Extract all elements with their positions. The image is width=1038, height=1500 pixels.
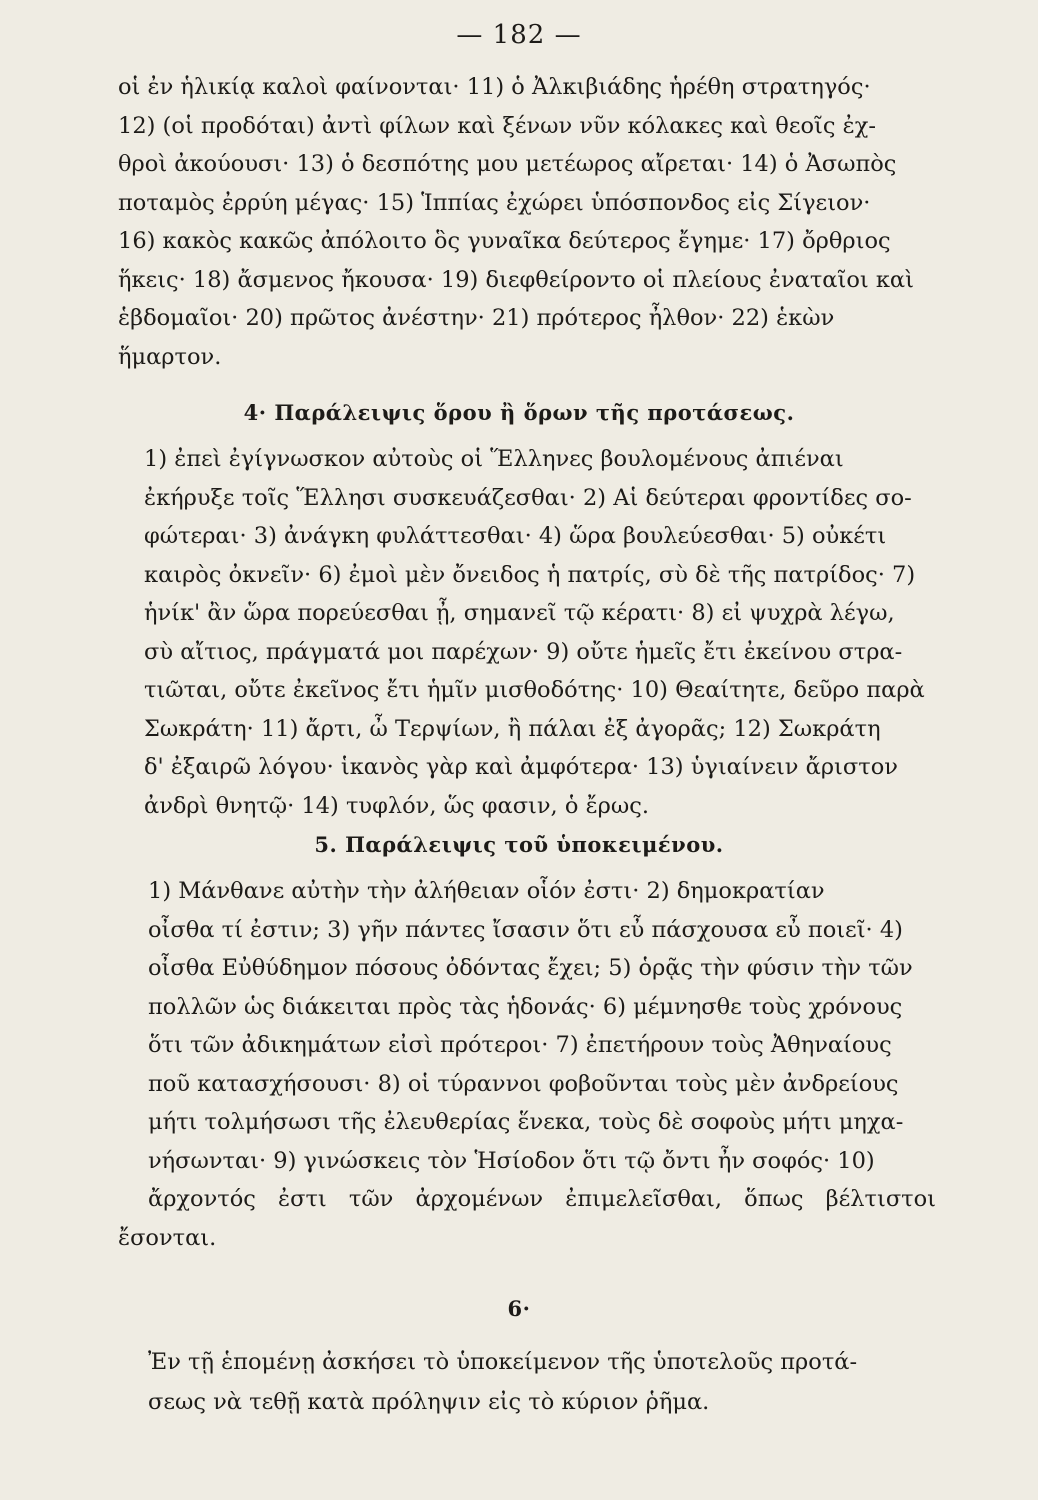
text-line: ὅτι τῶν ἀδικημάτων εἰσὶ πρότεροι· 7) ἐπετήρουν τοὺς Ἀθηναίους [148, 1032, 892, 1058]
text-line: οἱ ἐν ἡλικίᾳ καλοὶ φαίνονται· 11) ὁ Ἀλκιβιάδης ἡρέθη στρατηγός· [118, 74, 871, 100]
text-line: θροὶ ἀκούουσι· 13) ὁ δεσπότης μου μετέωρος αἴρεται· 14) ὁ Ἀσωπὸς [118, 151, 897, 177]
text-line: ἀνδρὶ θνητῷ· 14) τυφλόν, ὥς φασιν, ὁ ἔρως. [144, 792, 649, 819]
exercise-section-5 [118, 872, 936, 1257]
text-line: 16) κακὸς κακῶς ἀπόλοιτο ὃς γυναῖκα δεύτερος ἔγημε· 17) ὄρθριος [118, 228, 891, 254]
page-number: — 182 — [456, 20, 582, 50]
text-line: καιρὸς ὀκνεῖν· 6) ἐμοὶ μὲν ὄνειδος ἡ πατρίς, σὺ δὲ τῆς πατρίδος· 7) [144, 561, 916, 588]
text-line: σεως νὰ τεθῇ κατὰ πρόληψιν εἰς τὸ κύριον ῥῆμα. [148, 1389, 710, 1415]
section-heading-4: 4· Παράλειψις ὅρου ἢ ὅρων τῆς προτάσεως. [243, 400, 795, 425]
section-heading-5: 5. Παράλειψις τοῦ ὑποκειμένου. [314, 832, 724, 857]
text-line: ἐκήρυξε τοῖς Ἕλλησι συσκευάζεσθαι· 2) Αἱ δεύτεραι φροντίδες σο- [144, 484, 912, 511]
text-line: δ' ἐξαιρῶ λόγου· ἱκανὸς γὰρ καὶ ἀμφότερα· 13) ὑγιαίνειν ἄριστον [144, 754, 898, 780]
text-line: σὺ αἴτιος, πράγματά μοι παρέχων· 9) οὔτε ἡμεῖς ἔτι ἐκείνου στρα- [144, 638, 903, 665]
text-line: ἑβδομαῖοι· 20) πρῶτος ἀνέστην· 21) πρότερος ἦλθον· 22) ἑκὼν [118, 305, 835, 331]
text-line: οἶσθα Εὐθύδημον πόσους ὀδόντας ἔχει; 5) ὁρᾷς τὴν φύσιν τὴν τῶν [148, 955, 913, 981]
text-line: ἥμαρτον. [118, 343, 222, 370]
text-line: φώτεραι· 3) ἀνάγκη φυλάττεσθαι· 4) ὥρα βουλεύεσθαι· 5) οὐκέτι [144, 523, 887, 549]
text-line: οἶσθα τί ἐστιν; 3) γῆν πάντες ἴσασιν ὅτι εὖ πάσχουσα εὖ ποιεῖ· 4) [148, 916, 903, 943]
section-heading-6: 6· [507, 1296, 531, 1321]
text-line: 1) Μάνθανε αὐτὴν τὴν ἀλήθειαν οἷόν ἐστι· 2) δημοκρατίαν [148, 878, 825, 904]
text-line: ἥκεις· 18) ἄσμενος ἤκουσα· 19) διεφθείροντο οἱ πλείους ἐναταῖοι καὶ [118, 266, 914, 293]
exercise-section-6-intro [118, 1342, 936, 1422]
text-line: τιῶται, οὔτε ἐκεῖνος ἔτι ἡμῖν μισθοδότης· 10) Θεαίτητε, δεῦρο παρὰ [144, 677, 925, 703]
text-line: Σωκράτη· 11) ἄρτι, ὦ Τερψίων, ἢ πάλαι ἐξ ἀγορᾶς; 12) Σωκράτη [144, 715, 881, 742]
text-line: νήσωνται· 9) γινώσκεις τὸν Ἡσίοδον ὅτι τῷ ὄντι ἦν σοφός· 10) [148, 1147, 875, 1174]
text-line: 1) ἐπεὶ ἐγίγνωσκον αὐτοὺς οἱ Ἕλληνες βουλομένους ἀπιέναι [144, 446, 844, 472]
text-line: 12) (οἱ προδόται) ἀντὶ φίλων καὶ ξένων νῦν κόλακες καὶ θεοῖς ἐχ- [118, 112, 876, 139]
text-line: ποταμὸς ἐρρύη μέγας· 15) Ἱππίας ἐχώρει ὑπόσπονδος εἰς Σίγειον· [118, 189, 871, 216]
text-line: ἡνίκ' ἂν ὥρα πορεύεσθαι ᾖ, σημανεῖ τῷ κέρατι· 8) εἰ ψυχρὰ λέγω, [144, 600, 895, 626]
text-line: ἄρχοντός ἐστι τῶν ἀρχομένων ἐπιμελεῖσθαι, ὅπως βέλτιστοι ἔσονται. [118, 1186, 936, 1251]
text-line: πολλῶν ὡς διάκειται πρὸς τὰς ἡδονάς· 6) μέμνησθε τοὺς χρόνους [148, 993, 903, 1020]
text-line: Ἐν τῇ ἑπομένῃ ἀσκήσει τὸ ὑποκείμενον τῆς ὑποτελοῦς προτά- [148, 1349, 858, 1375]
text-line: ποῦ κατασχήσουσι· 8) οἱ τύραννοι φοβοῦνται τοὺς μὲν ἀνδρείους [148, 1070, 899, 1097]
text-line: μήτι τολμήσωσι τῆς ἐλευθερίας ἕνεκα, τοὺς δὲ σοφοὺς μήτι μηχα- [148, 1109, 904, 1135]
exercise-section-4 [118, 440, 936, 825]
exercise-section-3-continued [118, 68, 936, 376]
